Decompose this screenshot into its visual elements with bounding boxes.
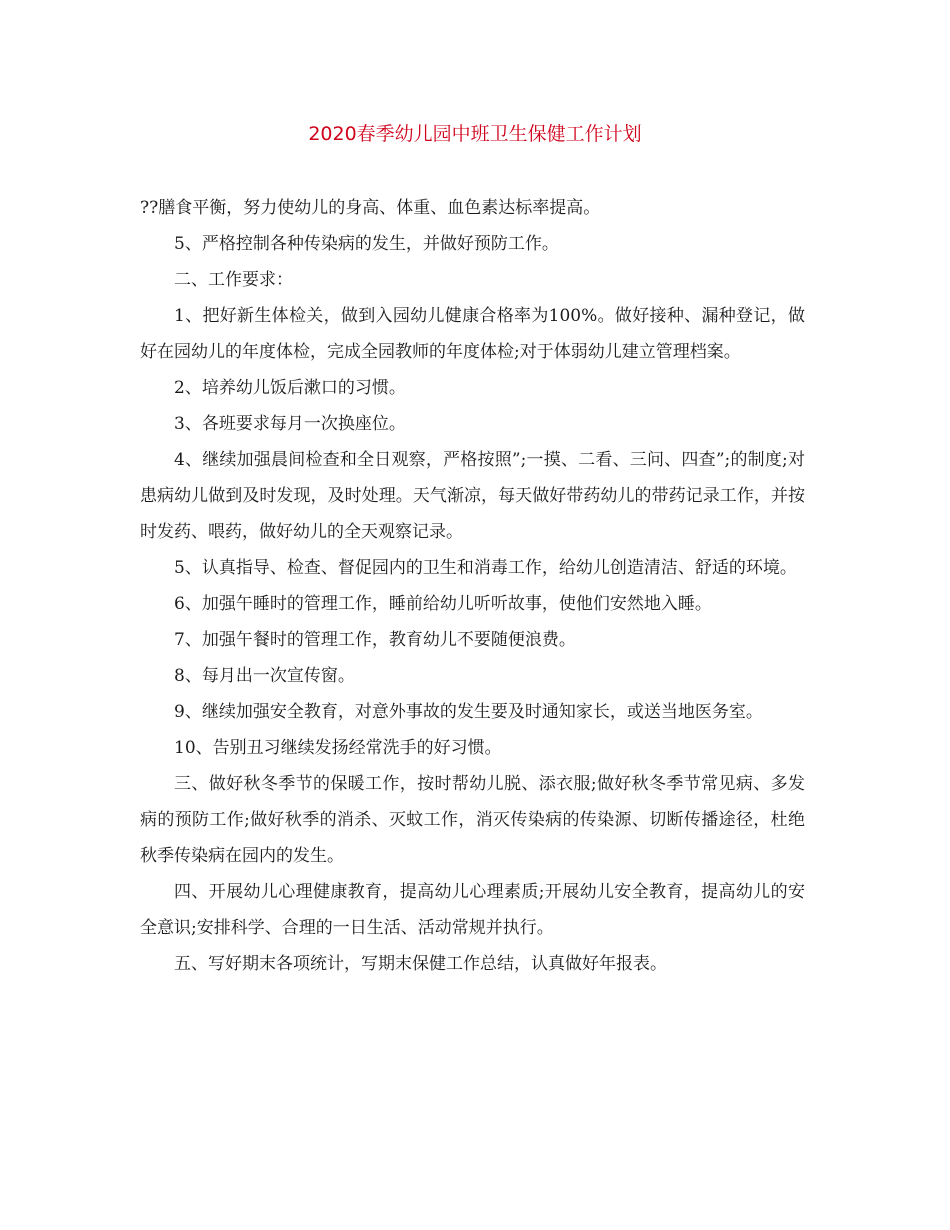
paragraph-requirement-7: 7、加强午餐时的管理工作，教育幼儿不要随便浪费。 [174, 630, 576, 650]
section-heading-work-requirements: 二、工作要求： [174, 270, 293, 290]
paragraph-requirement-8: 8、每月出一次宣传窗。 [174, 666, 355, 686]
paragraph-section-5: 五、写好期末各项统计，写期末保健工作总结，认真做好年报表。 [174, 954, 667, 974]
paragraph-requirement-4: 4、继续加强晨间检查和全日观察，严格按照”;一摸、二看、三问、四查”;的制度;对患病幼儿做到及时发现，及时处理。天气渐凉，每天做好带药幼儿的带药记录工作，并按时发药、喂药，做好幼儿的全天观察记录。 [140, 450, 805, 542]
paragraph-requirement-10: 10、告别丑习继续发扬经常洗手的好习惯。 [174, 738, 502, 758]
paragraph-section-4: 四、开展幼儿心理健康教育，提高幼儿心理素质;开展幼儿安全教育，提高幼儿的安全意识;安排科学、合理的一日生活、活动常规并执行。 [140, 882, 805, 938]
paragraph-requirement-5: 5、认真指导、检查、督促园内的卫生和消毒工作，给幼儿创造清洁、舒适的环境。 [174, 558, 797, 578]
paragraph-requirement-1: 1、把好新生体检关，做到入园幼儿健康合格率为100%。做好接种、漏种登记，做好在园幼儿的年度体检，完成全园教师的年度体检;对于体弱幼儿建立管理档案。 [140, 306, 805, 362]
paragraph-requirement-2: 2、培养幼儿饭后漱口的习惯。 [174, 378, 406, 398]
document-title: 2020春季幼儿园中班卫生保健工作计划 [308, 123, 642, 145]
paragraph-section-3: 三、做好秋冬季节的保暖工作，按时帮幼儿脱、添衣服;做好秋冬季节常见病、多发病的预防工作;做好秋季的消杀、灭蚊工作，消灭传染病的传染源、切断传播途径，杜绝秋季传染病在园内的发生。 [140, 774, 805, 866]
paragraph-requirement-9: 9、继续加强安全教育，对意外事故的发生要及时通知家长，或送当地医务室。 [174, 702, 763, 722]
paragraph-requirement-6: 6、加强午睡时的管理工作，睡前给幼儿听听故事，使他们安然地入睡。 [174, 594, 712, 614]
paragraph-infectious-disease-control: 5、严格控制各种传染病的发生，并做好预防工作。 [174, 234, 559, 254]
paragraph-diet-balance: ??膳食平衡，努力使幼儿的身高、体重、血色素达标率提高。 [140, 198, 601, 218]
document-body [140, 190, 805, 982]
paragraph-requirement-3: 3、各班要求每月一次换座位。 [174, 414, 406, 434]
